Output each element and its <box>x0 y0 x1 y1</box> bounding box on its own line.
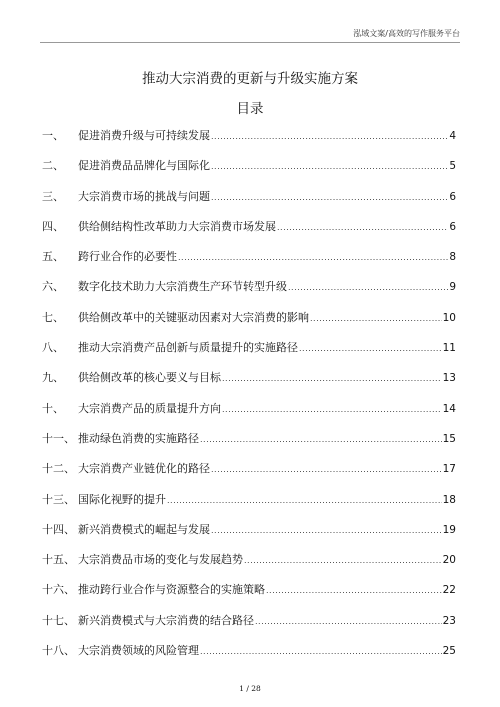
toc-entry-page: 6 <box>449 190 456 203</box>
toc-entry-page: 20 <box>442 554 456 567</box>
toc-entry-number: 十五、 <box>42 553 75 567</box>
toc-entry[interactable] <box>42 127 456 157</box>
toc-entry[interactable] <box>42 612 456 642</box>
toc-entry-number: 十四、 <box>42 522 75 536</box>
toc-entry-number: 六、 <box>42 280 64 294</box>
toc-entry-title: 跨行业合作的必要性 <box>78 250 177 264</box>
toc-dot-leader <box>167 496 442 505</box>
toc-entry[interactable] <box>42 188 456 218</box>
toc-entry-page: 8 <box>449 251 456 264</box>
toc-entry-page: 23 <box>442 614 456 627</box>
toc-entry-title: 大宗消费产品的质量提升方向 <box>78 401 221 415</box>
toc-entry-number: 二、 <box>42 159 64 173</box>
toc-entry-title: 促进消费品品牌化与国际化 <box>78 159 210 173</box>
toc-entry-title: 促进消费升级与可持续发展 <box>78 129 210 142</box>
toc-entry-page: 19 <box>442 523 456 536</box>
toc-entry-title: 新兴消费模式的崛起与发展 <box>78 522 210 536</box>
toc-entry-number: 四、 <box>42 219 64 233</box>
toc-entry-number: 九、 <box>42 371 64 385</box>
toc-dot-leader <box>222 405 442 414</box>
toc-dot-leader <box>178 253 448 262</box>
toc-entry-page: 11 <box>442 342 456 355</box>
toc-entry-page: 9 <box>449 281 456 294</box>
toc-dot-leader <box>211 193 448 202</box>
toc-dot-leader <box>200 647 442 656</box>
toc-entry-page: 17 <box>442 463 456 476</box>
toc-entry-number: 七、 <box>42 310 64 324</box>
toc-entry-number: 十二、 <box>42 462 75 476</box>
toc-dot-leader <box>266 586 442 595</box>
toc-entry-title: 数字化技术助力大宗消费生产环节转型升级 <box>78 280 287 294</box>
toc-entry-page: 15 <box>442 432 456 445</box>
toc-entry[interactable] <box>42 278 456 308</box>
toc-entry-page: 10 <box>442 311 456 324</box>
toc-entry-page: 18 <box>442 493 456 506</box>
page-header: 泓域文案/高效的写作服务平台 <box>353 29 460 38</box>
toc-entry[interactable] <box>42 339 456 369</box>
toc-dot-leader <box>310 314 442 323</box>
toc-entry[interactable] <box>42 521 456 551</box>
toc-entry-number: 十六、 <box>42 583 75 597</box>
toc-entry[interactable] <box>42 430 456 460</box>
toc-entry-number: 三、 <box>42 189 64 203</box>
toc-entry-page: 22 <box>442 584 456 597</box>
toc-entry-number: 十、 <box>42 401 64 415</box>
toc-entry[interactable] <box>42 491 456 521</box>
toc-dot-leader <box>200 435 442 444</box>
toc-entry-page: 4 <box>449 130 456 142</box>
toc-entry-page: 13 <box>442 372 456 385</box>
toc-entry-number: 十三、 <box>42 492 75 506</box>
toc-entry-number: 十七、 <box>42 613 75 627</box>
toc-entry-number: 十八、 <box>42 644 75 658</box>
toc-entry-title: 新兴消费模式与大宗消费的结合路径 <box>78 613 254 627</box>
toc-entry[interactable] <box>42 400 456 430</box>
toc-entry-page: 25 <box>442 645 456 658</box>
toc-entry-title: 供给侧改革中的关键驱动因素对大宗消费的影响 <box>78 310 309 324</box>
toc-entry-title: 供给侧结构性改革助力大宗消费市场发展 <box>78 219 276 233</box>
toc-entry-number: 五、 <box>42 250 64 264</box>
toc-entry-title: 大宗消费产业链优化的路径 <box>78 462 210 476</box>
toc-entry[interactable] <box>42 460 456 490</box>
toc-entry-number: 十一、 <box>42 431 75 445</box>
toc-entry-title: 大宗消费市场的挑战与问题 <box>78 189 210 203</box>
toc-entry-number: 一、 <box>42 129 64 142</box>
toc-dot-leader <box>299 344 442 353</box>
toc-dot-leader <box>211 162 448 171</box>
toc-entry[interactable] <box>42 581 456 611</box>
toc-entry-title: 推动绿色消费的实施路径 <box>78 431 199 445</box>
toc-entry[interactable] <box>42 218 456 248</box>
toc-entry[interactable] <box>42 248 456 278</box>
toc-entry-title: 大宗消费领域的风险管理 <box>78 644 199 658</box>
toc-dot-leader <box>255 617 442 626</box>
header-divider <box>40 42 460 43</box>
toc-entry-title: 推动大宗消费产品创新与质量提升的实施路径 <box>78 341 298 355</box>
toc-dot-leader <box>211 526 442 535</box>
toc-entry-title: 国际化视野的提升 <box>78 492 166 506</box>
toc-entry[interactable] <box>42 309 456 339</box>
toc-entry-page: 6 <box>449 220 456 233</box>
toc-entry[interactable] <box>42 157 456 187</box>
toc-entry-title: 推动跨行业合作与资源整合的实施策略 <box>78 583 265 597</box>
page-number: 1 / 28 <box>239 684 261 693</box>
toc-heading: 目录 <box>236 101 264 117</box>
toc-dot-leader <box>211 132 448 141</box>
toc-dot-leader <box>222 374 442 383</box>
toc-entry-title: 大宗消费品市场的变化与发展趋势 <box>78 553 243 567</box>
toc-dot-leader <box>277 223 448 232</box>
toc-entry[interactable] <box>42 642 456 672</box>
toc-entry-page: 5 <box>449 160 456 173</box>
toc-entry[interactable] <box>42 369 456 399</box>
toc-entry-title: 供给侧改革的核心要义与目标 <box>78 371 221 385</box>
toc-entry-page: 14 <box>442 402 456 415</box>
toc-entry-number: 八、 <box>42 341 64 355</box>
document-title: 推动大宗消费的更新与升级实施方案 <box>142 71 358 87</box>
toc-dot-leader <box>211 465 442 474</box>
toc-entry[interactable] <box>42 551 456 581</box>
toc-dot-leader <box>288 283 448 292</box>
toc-dot-leader <box>244 556 442 565</box>
table-of-contents <box>42 127 456 672</box>
